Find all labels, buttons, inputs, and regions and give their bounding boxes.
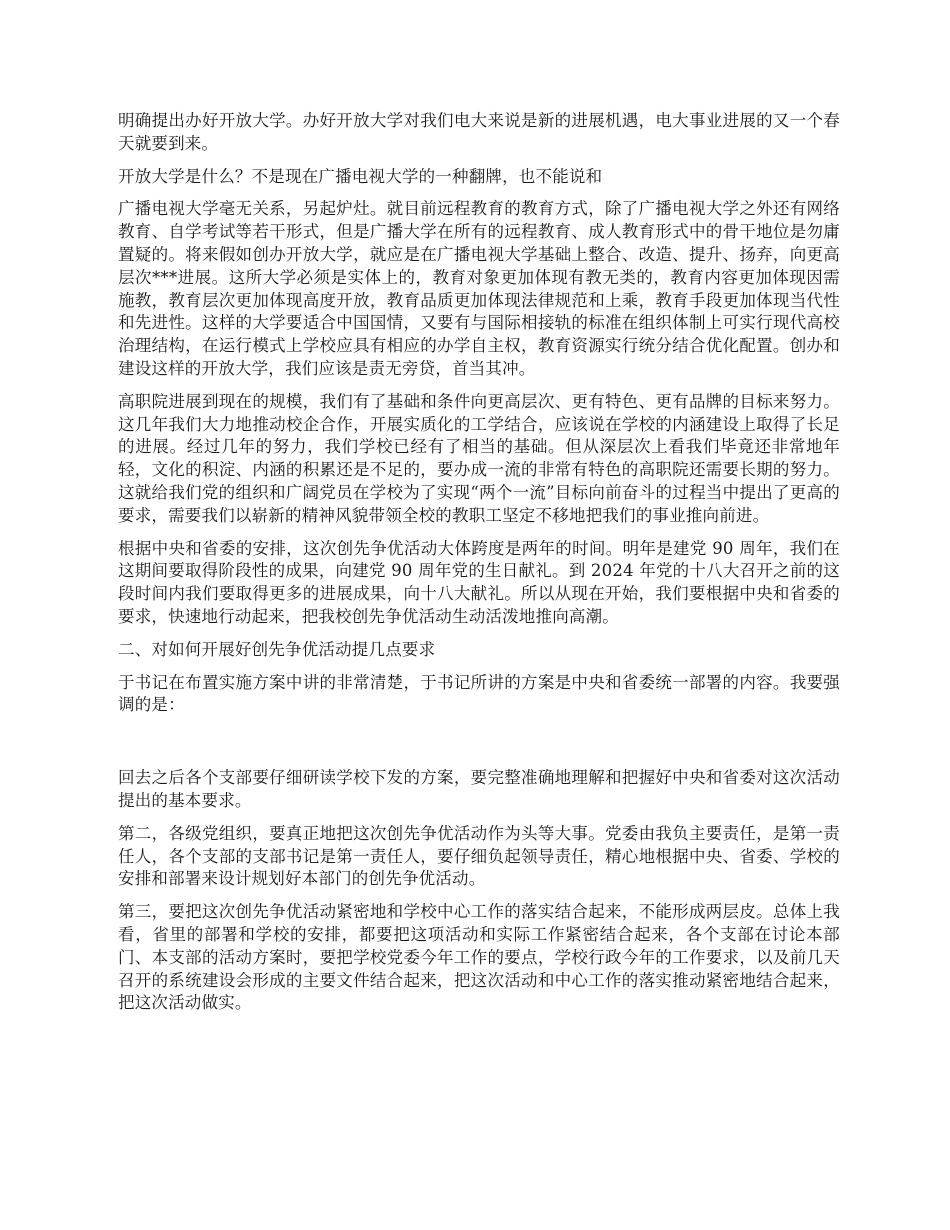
paragraph-first-requirement: 回去之后各个支部要仔细研读学校下发的方案，要完整准确地理解和把握好中央和省委对这次活动提出的基本要求。 [118, 768, 840, 810]
section-heading-requirements: 二、对如何开展好创先争优活动提几点要求 [118, 639, 436, 659]
paragraph-open-university-vision: 广播电视大学毫无关系，另起炉灶。就目前远程教育的教育方式，除了广播电视大学之外还有网络教育、自学考试等若干形式，但是广播大学在所有的远程教育、成人教育形式中的骨干地位是勿庸置疑的。将来假如创办开放大学，就应是在广播电视大学基础上整合、改造、提升、扬弃，向更高层次***进展。这所大学必须是实体上的，教育对象更加体现有教无类的，教育内容更加体现因需施教，教育层次更加体现高度开放，教育品质更加体现法律规范和上乘，教育手段更加体现当代性和先进性。这样的大学要适合中国国情，又要有与国际相接轨的标准在组织体制上可实行现代高校治理结构，在运行模式上学校应具有相应的办学自主权，教育资源实行统分结合优化配置。创办和建设这样的开放大学，我们应该是责无旁贷，首当其冲。 [118, 199, 840, 378]
paragraph-secretary-remarks: 于书记在布置实施方案中讲的非常清楚，于书记所讲的方案是中央和省委统一部署的内容。我要强调的是： [118, 672, 840, 715]
paragraph-what-is-open-university: 开放大学是什么？不是现在广播电视大学的一种翻牌，也不能说和 [118, 166, 603, 186]
paragraph-activity-schedule: 根据中央和省委的安排，这次创先争优活动大体跨度是两年的时间。明年是建党 90 周年，我们在这期间要取得阶段性的成果，向建党 90 周年党的生日献礼。到 2024 年党的十八大召开之前的这段时间内我们要取得更多的进展成果，向十八大献礼。所以从现在开始，我们要根据中央和省委的要求，快速地行动起来，把我校创先争优活动生动活泼地推向高潮。 [118, 538, 840, 626]
paragraph-vocational-college-development: 高职院进展到现在的规模，我们有了基础和条件向更高层次、更有特色、更有品牌的目标来努力。这几年我们大力地推动校企合作，开展实质化的工学结合，应该说在学校的内涵建设上取得了长足的进展。经过几年的努力，我们学校已经有了相当的基础。但从深层次上看我们毕竟还非常地年轻，文化的积淀、内涵的积累还是不足的，要办成一流的非常有特色的高职院还需要长期的努力。这就给我们党的组织和广阔党员在学校为了实现“两个一流”目标向前奋斗的过程当中提出了更高的要求，需要我们以崭新的精神风貌带领全校的教职工坚定不移地把我们的事业推向前进。 [118, 391, 840, 525]
paragraph-open-university-intro: 明确提出办好开放大学。办好开放大学对我们电大来说是新的进展机遇，电大事业进展的又一个春天就要到来。 [118, 111, 840, 153]
document-body [118, 110, 840, 1015]
paragraph-second-requirement: 第二，各级党组织，要真正地把这次创先争优活动作为头等大事。党委由我负主要责任，是第一责任人，各个支部的支部书记是第一责任人，要仔细负起领导责任，精心地根据中央、省委、学校的安排和部署来设计规划好本部门的创先争优活动。 [118, 823, 840, 889]
paragraph-third-requirement: 第三，要把这次创先争优活动紧密地和学校中心工作的落实结合起来，不能形成两层皮。总体上我看，省里的部署和学校的安排，都要把这项活动和实际工作紧密结合起来，各个支部在讨论本部门、本支部的活动方案时，要把学校党委今年工作的要点，学校行政今年的工作要求，以及前几天召开的系统建设会形成的主要文件结合起来，把这次活动和中心工作的落实推动紧密地结合起来，把这次活动做实。 [118, 902, 840, 1013]
